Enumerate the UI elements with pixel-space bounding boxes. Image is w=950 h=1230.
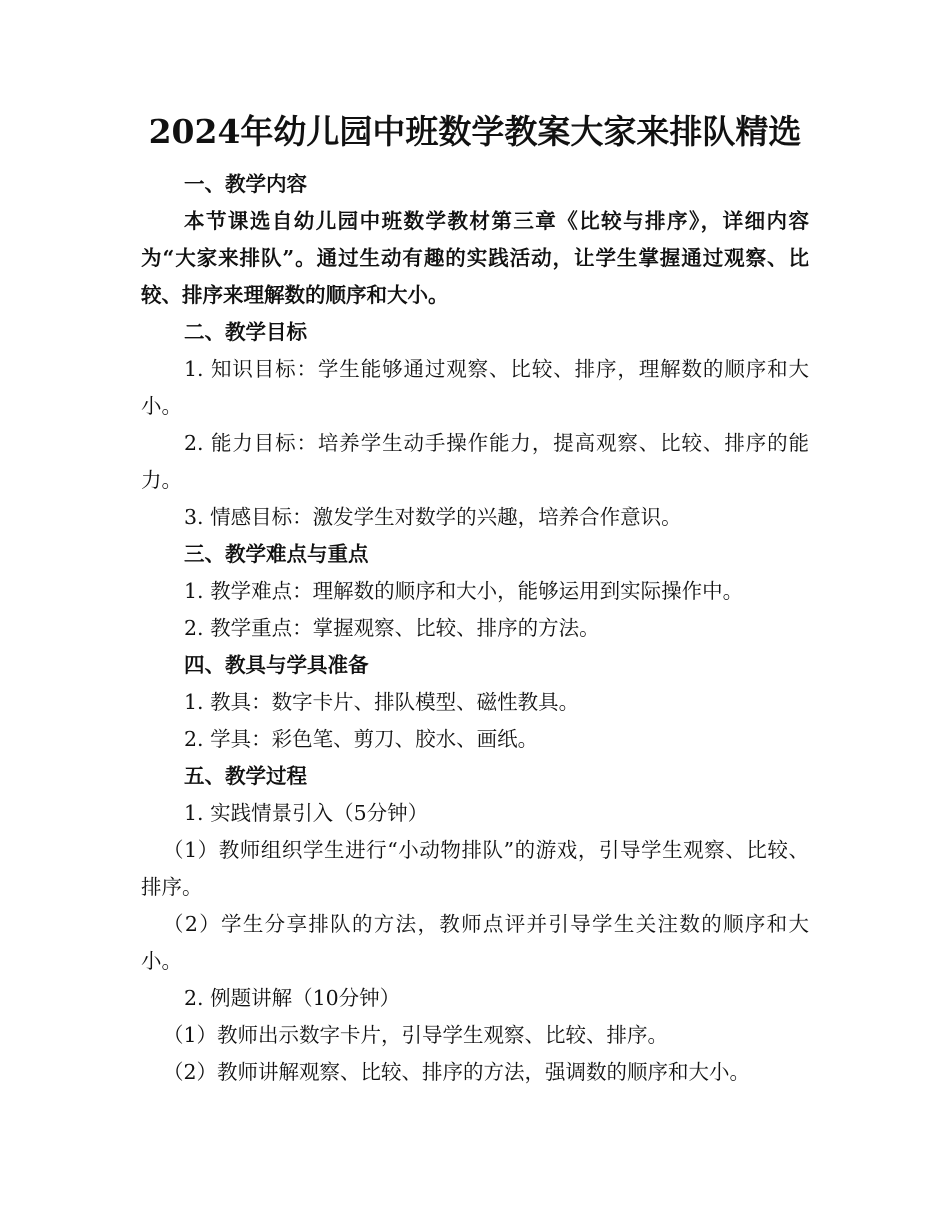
page-title: 2024年幼儿园中班数学教案大家来排队精选 bbox=[148, 112, 802, 151]
paragraph: 本节课选自幼儿园中班数学教材第三章《比较与排序》，详细内容为“大家来排队”。通过生动有趣的实践活动，让学生掌握通过观察、比较、排序来理解数的顺序和大小。 bbox=[141, 209, 809, 307]
paragraph: 2. 学具：彩色笔、剪刀、胶水、画纸。 bbox=[184, 727, 539, 751]
paragraph: （2）学生分享排队的方法，教师点评并引导学生关注数的顺序和大小。 bbox=[141, 912, 809, 973]
section-heading: 三、教学难点与重点 bbox=[184, 542, 369, 566]
paragraph: 1. 实践情景引入（5分钟） bbox=[184, 801, 429, 825]
paragraph: 3. 情感目标：激发学生对数学的兴趣，培养合作意识。 bbox=[184, 505, 682, 529]
paragraph: 1. 知识目标：学生能够通过观察、比较、排序，理解数的顺序和大小。 bbox=[141, 357, 809, 418]
paragraph: （1）教师出示数字卡片，引导学生观察、比较、排序。 bbox=[163, 1023, 669, 1047]
paragraph: （1）教师组织学生进行“小动物排队”的游戏，引导学生观察、比较、排序。 bbox=[141, 838, 809, 899]
section-heading: 五、教学过程 bbox=[184, 764, 307, 788]
document-body bbox=[141, 166, 809, 1091]
paragraph: 2. 能力目标：培养学生动手操作能力，提高观察、比较、排序的能力。 bbox=[141, 431, 809, 492]
section-heading: 四、教具与学具准备 bbox=[184, 653, 369, 677]
section-heading: 二、教学目标 bbox=[184, 320, 307, 344]
paragraph: 2. 教学重点：掌握观察、比较、排序的方法。 bbox=[184, 616, 600, 640]
paragraph: 2. 例题讲解（10分钟） bbox=[184, 986, 401, 1010]
paragraph: 1. 教学难点：理解数的顺序和大小，能够运用到实际操作中。 bbox=[184, 579, 744, 603]
paragraph: （2）教师讲解观察、比较、排序的方法，强调数的顺序和大小。 bbox=[163, 1060, 751, 1084]
paragraph: 1. 教具：数字卡片、排队模型、磁性教具。 bbox=[184, 690, 580, 714]
section-heading: 一、教学内容 bbox=[184, 172, 307, 196]
